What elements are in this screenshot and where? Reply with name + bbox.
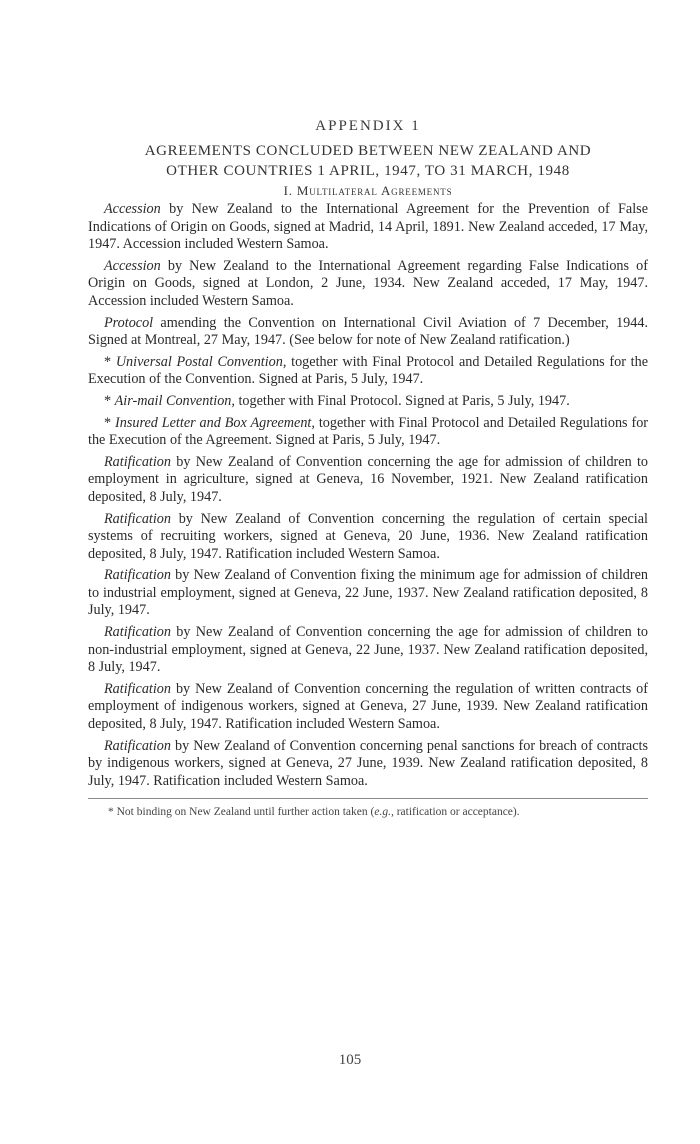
agreement-entry	[88, 315, 648, 350]
entry-lead: Universal Postal Convention,	[115, 353, 287, 370]
entry-text: by New Zealand to the International Agreement for the Prevention of False Indications of Origin on Goods, signed at Madrid, 14 April, 1891. New Zealand acceded, 17 May, 1947. Accession included Western Samoa.	[88, 201, 648, 253]
agreement-entry	[88, 738, 648, 791]
footnote-marker: *	[104, 353, 116, 370]
entry-text: together with Final Protocol and Detailed Regulations for the Execution of the Agreement. Signed at Paris, 5 July, 1947.	[88, 414, 649, 449]
main-heading-line-1: AGREEMENTS CONCLUDED BETWEEN NEW ZEALAND AND	[144, 143, 592, 159]
footnote-marker: *	[104, 414, 116, 431]
entry-text: together with Final Protocol and Detailed Regulations for the Execution of the Convention. Signed at Paris, 5 July, 1947.	[88, 353, 648, 388]
entry-text: by New Zealand of Convention concerning penal sanctions for breach of contracts by indigenous workers, signed at Geneva, 27 June, 1939. New Zealand ratification deposited, 8 July, 1947. Ratification included Western Samoa.	[88, 737, 648, 789]
footnote-italic: e.g.,	[374, 806, 394, 819]
entry-lead: Ratification	[104, 567, 171, 584]
entry-lead: Air-mail Convention,	[114, 392, 235, 409]
footnote-text: Not binding on New Zealand until further action taken (	[116, 806, 375, 819]
entry-text: by New Zealand of Convention concerning the regulation of written contracts of employment of indigenous workers, signed at Geneva, 27 June, 1939. New Zealand ratification deposited, 8 July, 1947. Ratification included Western Samoa.	[88, 680, 648, 733]
agreement-entry	[88, 511, 648, 564]
agreement-entry	[88, 258, 648, 311]
footnote-marker: *	[108, 806, 117, 819]
entry-text: together with Final Protocol. Signed at Paris, 5 July, 1947.	[234, 392, 570, 409]
footnote	[88, 805, 648, 820]
entry-lead: Accession	[104, 201, 161, 217]
document-page	[88, 118, 648, 820]
entry-lead: Accession	[104, 257, 161, 274]
page-number: 105	[338, 1052, 362, 1068]
footnote-marker: *	[104, 392, 115, 409]
agreement-entry	[88, 201, 648, 254]
entry-lead: Insured Letter and Box Agreement,	[115, 414, 315, 431]
entry-text: by New Zealand of Convention concerning the age for admission of children to employment in agriculture, signed at Geneva, 16 November, 1921. New Zealand ratification deposited, 8 July, 1947.	[88, 453, 648, 505]
main-heading	[80, 141, 656, 181]
entry-text: by New Zealand of Convention concerning the regulation of certain special systems of recruiting workers, signed at Geneva, 20 June, 1936. New Zealand ratification deposited, 8 July, 1947. Ratification included Western Samoa.	[88, 510, 648, 562]
entry-lead: Ratification	[104, 453, 171, 470]
agreement-entry	[88, 567, 648, 620]
agreement-entry	[88, 415, 648, 450]
section-heading: I. Multilateral Agreements	[283, 183, 453, 198]
entry-text: amending the Convention on International Civil Aviation of 7 December, 1944. Signed at Montreal, 27 May, 1947. (See below for note of New Zealand ratification.)	[88, 314, 648, 349]
footnote-divider	[88, 798, 648, 799]
entry-text: by New Zealand of Convention fixing the minimum age for admission of children to industrial employment, signed at Geneva, 22 June, 1937. New Zealand ratification deposited, 8 July, 1947.	[88, 567, 648, 619]
agreement-entry	[88, 393, 648, 411]
agreement-entry	[88, 624, 648, 677]
agreements-list	[88, 201, 648, 790]
entry-lead: Ratification	[104, 624, 171, 641]
agreement-entry	[88, 354, 648, 389]
agreement-entry	[88, 454, 648, 507]
main-heading-line-2: OTHER COUNTRIES 1 APRIL, 1947, TO 31 MARCH, 1948	[166, 163, 570, 179]
entry-lead: Ratification	[104, 510, 171, 527]
agreement-entry	[88, 681, 648, 734]
entry-lead: Ratification	[104, 680, 171, 697]
entry-text: by New Zealand of Convention concerning the age for admission of children to non-industrial employment, signed at Geneva, 22 June, 1937. New Zealand ratification deposited, 8 July, 1947.	[88, 624, 648, 676]
appendix-title: APPENDIX 1	[315, 118, 421, 134]
entry-lead: Ratification	[104, 737, 171, 754]
entry-text: by New Zealand to the International Agreement regarding False Indications of Origin on Goods, signed at London, 2 June, 1934. New Zealand acceded, 17 May, 1947. Accession included Western Samoa.	[88, 257, 648, 309]
entry-lead: Protocol	[104, 314, 154, 331]
footnote-text-end: ratification or acceptance).	[393, 806, 520, 819]
